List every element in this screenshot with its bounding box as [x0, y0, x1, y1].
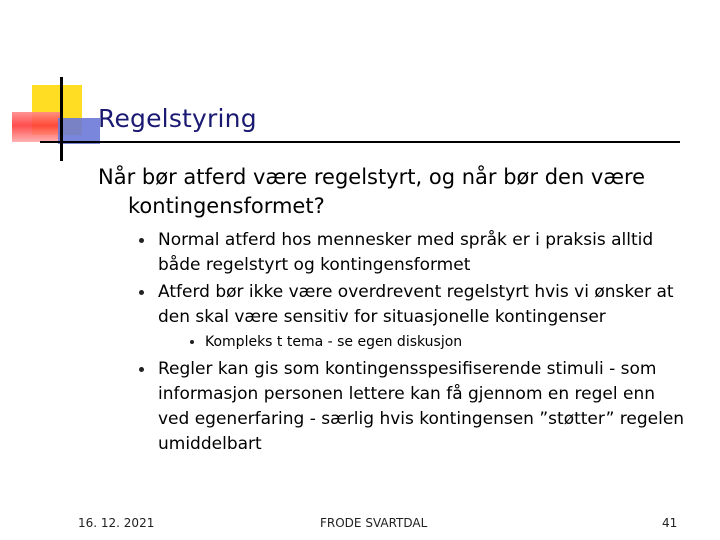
bullet-item-3-line-2: informasjon personen lettere kan få gjennom en regel enn — [158, 384, 656, 404]
bullet-item-2-line-1: Atferd bør ikke være overdrevent regelstyrt hvis vi ønsker at — [158, 282, 674, 302]
footer-page-number: 41 — [662, 516, 678, 530]
decor-red-square — [12, 112, 62, 142]
bullet-item-1-line-1: Normal atferd hos mennesker med språk er i praksis alltid — [158, 230, 654, 250]
sub-bullet-dot — [190, 340, 194, 344]
main-question — [98, 163, 678, 221]
sub-bullet-text: Kompleks t tema - se egen diskusjon — [205, 334, 463, 350]
bullet-item-3-line-4: umiddelbart — [158, 434, 262, 454]
bullet-item-3-line-1: Regler kan gis som kontingensspesifiserende stimuli - som — [158, 359, 657, 379]
bullet-item-1 — [158, 228, 703, 278]
footer-date: 16. 12. 2021 — [78, 516, 155, 530]
footer-author: FRODE SVARTDAL — [320, 516, 428, 530]
bullet-item-1-line-2: både regelstyrt og kontingensformet — [158, 255, 471, 275]
bullet-dot — [139, 290, 144, 295]
bullet-item-3 — [158, 357, 703, 457]
decor-vertical-line — [60, 77, 63, 161]
bullet-item-3-line-3: ved egenerfaring - særlig hvis kontingensen ”støtter” regelen — [158, 409, 685, 429]
bullet-item-2 — [158, 280, 703, 330]
slide-title: Regelstyring — [98, 104, 257, 133]
main-question-line-2: kontingensformet? — [128, 194, 325, 218]
main-question-line-1: Når bør atferd være regelstyrt, og når bør den være — [98, 165, 646, 189]
bullet-dot — [139, 367, 144, 372]
bullet-item-2-line-2: den skal være sensitiv for situasjonelle kontingenser — [158, 307, 606, 327]
bullet-dot — [139, 238, 144, 243]
sub-bullet-item — [205, 332, 462, 352]
title-divider-line — [40, 141, 680, 143]
